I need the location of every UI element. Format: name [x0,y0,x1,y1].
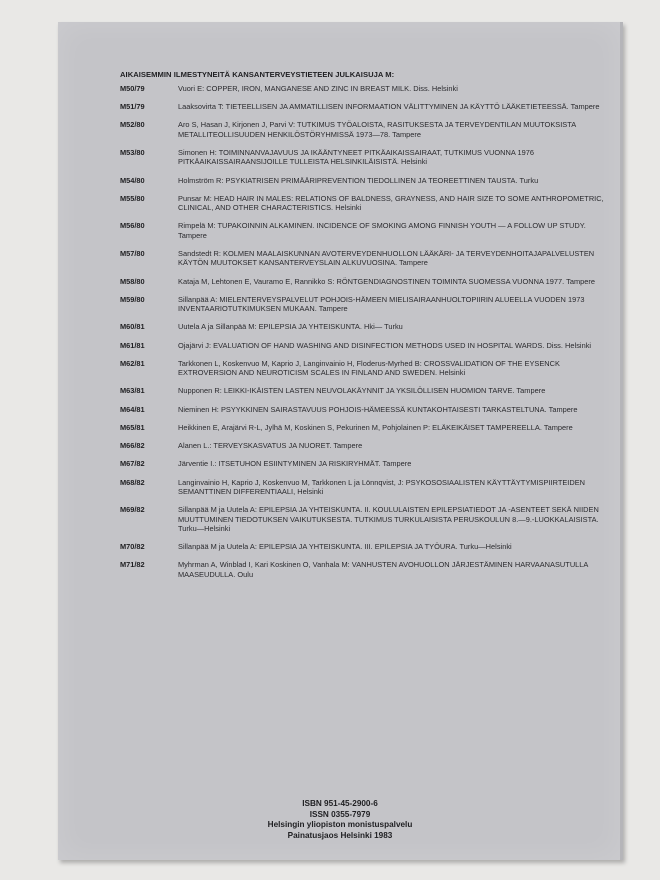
publication-reference: Alanen L.: TERVEYSKASVATUS JA NUORET. Tampere [178,441,363,451]
publication-list [120,84,620,588]
publication-code: M60/81 [120,322,145,332]
publication-reference: Laaksovirta T: TIETEELLISEN JA AMMATILLISEN INFORMAATION VÄLITTYMINEN JA KÄYTTÖ LÄÄKETIETEESSÄ. Tampere [178,102,600,112]
publication-code: M54/80 [120,175,145,185]
publication-reference: Järventie I.: ITSETUHON ESIINTYMINEN JA RISKIRYHMÄT. Tampere [178,459,412,469]
publication-entry [120,441,620,450]
publication-code: M71/82 [120,560,145,570]
publication-entry [120,505,620,533]
publication-entry [120,478,620,497]
publication-entry [120,194,620,213]
publication-reference: Punsar M: HEAD HAIR IN MALES: RELATIONS OF BALDNESS, GRAYNESS, AND HAIR SIZE TO SOME ANTHROPOMETRIC, CLINICAL, AND OTHER CHARACTERISTICS. Helsinki [178,193,604,213]
publication-reference: Myhrman A, Winblad I, Kari Koskinen O, Vanhala M: VANHUSTEN AVOHUOLLON JÄRJESTÄMINEN HARVAANASUTULLA MAASEUDULLA. Oulu [178,560,588,579]
isbn-line: ISBN 951-45-2900-6 [302,799,378,808]
publication-entry [120,84,620,93]
publication-reference: Holmström R: PSYKIATRISEN PRIMÄÄRIPREVENTION TIEDOLLINEN JA TEOREETTINEN TAUSTA. Turku [178,175,539,185]
publication-entry [120,277,620,286]
publication-reference: Tarkkonen L, Koskenvuo M, Kaprio J, Langinvainio H, Floderus-Myrhed B: CROSSVALIDATION OF THE EYSENCK EXTROVERSION AND NEUROTICISM SCALES IN FINLAND AND SWEDEN. Helsinki [178,358,560,378]
publication-entry [120,249,620,268]
publication-reference: Sillanpää A: MIELENTERVEYSPALVELUT POHJOIS-HÄMEEN MIELISAIRAANHUOLTOPIIRIN ALUEELLA VUODEN 1973 INVENTAARIOTUTKIMUKSEN MUKAAN. Tampere [178,294,585,314]
issn-line: ISSN 0355-7979 [309,809,371,819]
publication-reference: Aro S, Hasan J, Kirjonen J, Parvi V: TUTKIMUS TYÖALOISTA, RASITUKSESTA JA TERVEYDENTILAN MUUTOKSISTA METALLITEOLLISUUDEN HENKILÖSTÖRYHMISSÄ 1973—78. Tampere [178,120,576,139]
publication-entry [120,359,620,378]
back-cover [58,22,623,860]
publication-code: M50/79 [120,84,145,93]
publication-entry [120,295,620,314]
publication-reference: Ojajärvi J: EVALUATION OF HAND WASHING AND DISINFECTION METHODS USED IN HOSPITAL WARDS. Diss. Helsinki [178,340,592,350]
publication-code: M61/81 [120,340,145,350]
publication-reference: Langinvainio H, Kaprio J, Koskenvuo M, Tarkkonen L ja Lönnqvist, J: PSYKOSOSIAALISTEN KÄYTTÄYTYMISPIIRTEIDEN SEMANTTINEN DIFFERENTIAALI, Helsinki [178,477,586,496]
publication-reference: Simonen H: TOIMINNANVAJAVUUS JA IKÄÄNTYNEET PITKÄAIKAISSAIRAAT, TUTKIMUS VUONNA 1976 PITKÄAIKAISSAIRAANSIJOILLE TULLEISTA HELSINKILÄISISTÄ. Helsinki [178,148,534,167]
publication-entry [120,148,620,167]
publication-entry [120,176,620,185]
publication-code: M69/82 [120,505,145,515]
printer-line: Helsingin yliopiston monistuspalvelu [267,820,413,830]
publication-code: M52/80 [120,120,145,130]
publication-reference: Heikkinen E, Arajärvi R-L, Jylhä M, Koskinen S, Pekurinen M, Pohjolainen P: ELÄKEIKÄISET TAMPEREELLA. Tampere [178,422,573,432]
publication-reference: Sillanpää M ja Uutela A: EPILEPSIA JA YHTEISKUNTA. II. KOULULAISTEN EPILEPSIATIEDOT JA -ASENTEET SEKÄ NIIDEN MUUTTUMINEN TIEDOTUKSEN VAIKUTUKSESTA. TUTKIMUS TURKULAISISTA PERUSKOULUN 8.—9.-LUOKKALAISISTA. Turku—Helsinki [178,505,599,533]
publication-code: M65/81 [120,422,145,432]
publication-code: M68/82 [120,477,145,487]
publication-code: M64/81 [120,404,145,414]
publication-code: M70/82 [120,542,145,552]
publication-entry [120,102,620,111]
publication-code: M59/80 [120,294,145,304]
press-line: Painatusjaos Helsinki 1983 [287,830,393,840]
publication-code: M67/82 [120,459,145,469]
publication-code: M66/82 [120,441,145,451]
publication-reference: Kataja M, Lehtonen E, Vauramo E, Rannikko S: RÖNTGENDIAGNOSTINEN TOIMINTA SUOMESSA VUONNA 1977. Tampere [178,276,596,286]
publication-code: M63/81 [120,386,145,396]
publication-code: M57/80 [120,249,145,259]
publication-entry [120,322,620,331]
publication-reference: Nieminen H: PSYYKKINEN SAIRASTAVUUS POHJOIS-HÄMEESSÄ KUNTAKOHTAISESTI TARKASTELTUNA. Tampere [178,404,578,414]
publication-entry [120,560,620,579]
publication-entry [120,542,620,551]
publication-code: M58/80 [120,276,145,286]
publication-entry [120,405,620,414]
publication-entry [120,221,620,240]
publication-code: M53/80 [120,148,145,158]
publication-reference: Nupponen R: LEIKKI-IKÄISTEN LASTEN NEUVOLAKÄYNNIT JA YKSILÖLLISEN HUOMION TARVE. Tampere [178,386,546,396]
publication-reference: Rimpelä M: TUPAKOINNIN ALKAMINEN. INCIDENCE OF SMOKING AMONG FINNISH YOUTH — A FOLLOW UP STUDY. Tampere [178,221,586,240]
publication-entry [120,120,620,139]
publication-reference: Vuori E: COPPER, IRON, MANGANESE AND ZINC IN BREAST MILK. Diss. Helsinki [178,84,458,93]
publication-code: M55/80 [120,193,145,203]
publication-code: M62/81 [120,358,145,368]
imprint-block [58,799,620,841]
publication-entry [120,459,620,468]
publication-reference: Uutela A ja Sillanpää M: EPILEPSIA JA YHTEISKUNTA. Hki— Turku [178,322,403,332]
publication-reference: Sillanpää M ja Uutela A: EPILEPSIA JA YHTEISKUNTA. III. EPILEPSIA JA TYÖURA. Turku—Helsinki [178,542,512,552]
publication-code: M56/80 [120,221,145,231]
publication-entry [120,386,620,395]
publication-entry [120,341,620,350]
publication-code: M51/79 [120,102,145,112]
publication-reference: Sandstedt R: KOLMEN MAALAISKUNNAN AVOTERVEYDENHUOLLON LÄÄKÄRI- JA TERVEYDENHOITAJAPALVELUSTEN KÄYTÖN MUUTOKSET KANSANTERVEYSLAIN ALKUVUOSINA. Tampere [178,249,595,268]
publication-entry [120,423,620,432]
series-heading: AIKAISEMMIN ILMESTYNEITÄ KANSANTERVEYSTIETEEN JULKAISUJA M: [120,70,395,79]
